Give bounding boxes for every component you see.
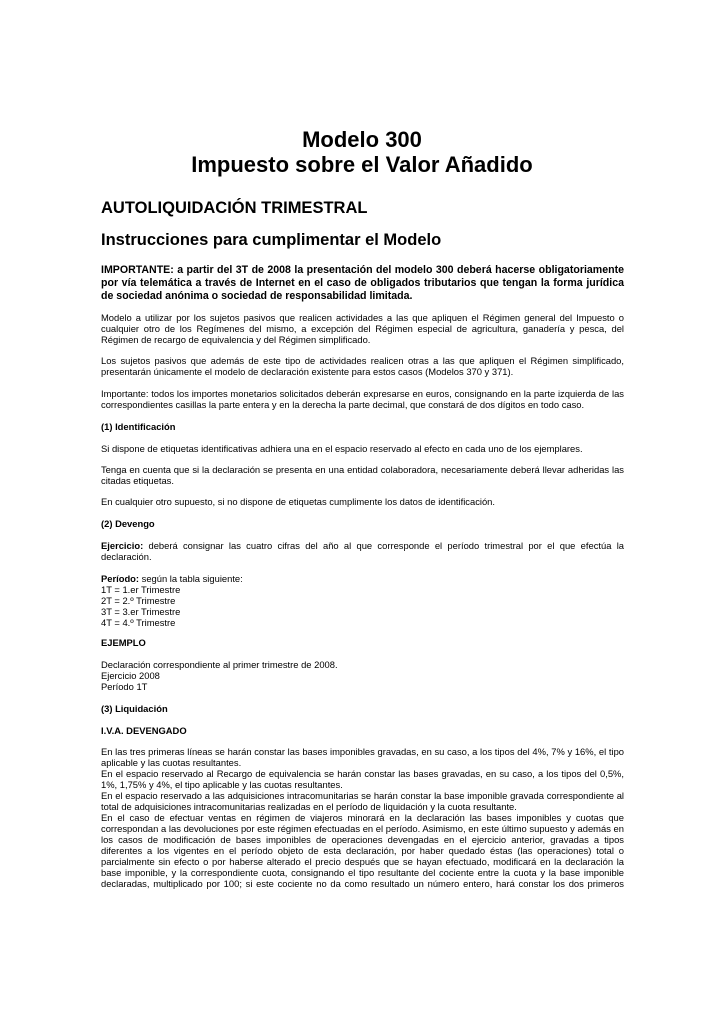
important-notice [101, 264, 624, 303]
ejercicio-label: Ejercicio: [101, 540, 144, 551]
intro-paragraph-3: Importante: todos los importes monetarios solicitados deberán expresarse en euros, consignando en la parte izquierda de las correspondientes casillas la parte entera y en la derecha la parte decimal, que constará de dos dígitos en todo caso. [101, 388, 624, 410]
identificacion-paragraph-1: Si dispone de etiquetas identificativas adhiera una en el espacio reservado al efecto en cada uno de los ejemplares. [101, 443, 583, 454]
ejercicio-text: deberá consignar las cuatro cifras del año al que corresponde el período trimestral por el que efectúa la declaración. [101, 540, 624, 562]
liquidacion-paragraph-4: En el caso de efectuar ventas en régimen de viajeros minorará en la declaración las bases imponibles y cuotas que correspondan a las devoluciones por este régimen efectuadas en el período. Asimismo, en este último supuesto y además en los casos de modificación de bases imponibles de operaciones devengadas en el ejercicio anterior, gravadas a tipos diferentes a los vigentes en el período objeto de esta declaración, por haber quedado éstas (las operaciones) total o parcialmente sin efecto o por haberse alterado el precio después que se hayan efectuado, modificará en la declaración la base imponible, y la correspondiente cuota, consignando el tipo resultante del cociente entre la cuota y la base imponible declaradas, multiplicado por 100; si este cociente no da como resultado un número entero, hará constar los dos primeros [101, 812, 624, 889]
intro-paragraph-2: Los sujetos pasivos que además de este tipo de actividades realicen otras a las que apliquen el Régimen simplificado, presentarán únicamente el modelo de declaración existente para estos casos (Modelos 370 y 371). [101, 355, 624, 377]
document-title-line2: Impuesto sobre el Valor Añadido [191, 152, 533, 177]
important-label: IMPORTANTE: a partir del 3T de 2008 [101, 264, 291, 276]
section-identificacion-heading: (1) Identificación [101, 421, 176, 432]
document-title-line1: Modelo 300 [302, 127, 422, 152]
example-block [101, 659, 624, 692]
identificacion-paragraph-3: En cualquier otro supuesto, si no dispone de etiquetas cumplimente los datos de identificación. [101, 496, 495, 507]
ejercicio-paragraph [101, 540, 624, 562]
important-text: la presentación del modelo 300 deberá hacerse obligatoriamente por vía telemática a través de Internet en el caso de obligados tributarios que tengan la forma jurídica de sociedad anónima o sociedad de responsabilidad limitada. [101, 264, 624, 302]
liquidacion-paragraph-2: En el espacio reservado al Recargo de equivalencia se harán constar las bases gravadas, en su caso, a los tipos del 0,5%, 1%, 1,75% y 4%, el tipo aplicable y las cuotas resultantes. [101, 768, 624, 790]
period-item: 1T = 1.er Trimestre [101, 584, 181, 595]
periodo-block [101, 573, 624, 628]
liquidacion-paragraph-1: En las tres primeras líneas se harán constar las bases imponibles gravadas, en su caso, a los tipos del 4%, 7% y 16%, el tipo aplicable y las cuotas resultantes. [101, 746, 624, 768]
example-heading: EJEMPLO [101, 637, 146, 648]
identificacion-paragraph-2: Tenga en cuenta que si la declaración se presenta en una entidad colaboradora, necesariamente deberá llevar adheridas las citadas etiquetas. [101, 464, 624, 486]
period-item: 2T = 2.º Trimestre [101, 595, 176, 606]
heading-autoliquidacion: AUTOLIQUIDACIÓN TRIMESTRAL [101, 199, 368, 217]
intro-paragraph-1: Modelo a utilizar por los sujetos pasivos que realicen actividades a las que apliquen el Régimen general del Impuesto o cualquier otro de los Regímenes del mismo, a excepción del Régimen especial de agricultura, ganadería y pesca, del Régimen de recargo de equivalencia y del Régimen simplificado. [101, 312, 624, 345]
periodo-label: Período: [101, 573, 140, 584]
periodo-text: según la tabla siguiente: [139, 573, 243, 584]
period-item: 3T = 3.er Trimestre [101, 606, 181, 617]
example-line: Período 1T [101, 681, 148, 692]
section-liquidacion-heading: (3) Liquidación [101, 703, 168, 714]
heading-instrucciones: Instrucciones para cumplimentar el Modelo [101, 231, 442, 249]
liquidacion-paragraph-3: En el espacio reservado a las adquisiciones intracomunitarias se harán constar la base imponible gravada correspondiente al total de adquisiciones intracomunitarias realizadas en el período de liquidación y la cuota resultante. [101, 790, 624, 812]
period-item: 4T = 4.º Trimestre [101, 617, 176, 628]
section-devengo-heading: (2) Devengo [101, 518, 155, 529]
example-line: Declaración correspondiente al primer trimestre de 2008. [101, 659, 338, 670]
iva-devengado-heading: I.V.A. DEVENGADO [101, 725, 187, 736]
example-line: Ejercicio 2008 [101, 670, 160, 681]
